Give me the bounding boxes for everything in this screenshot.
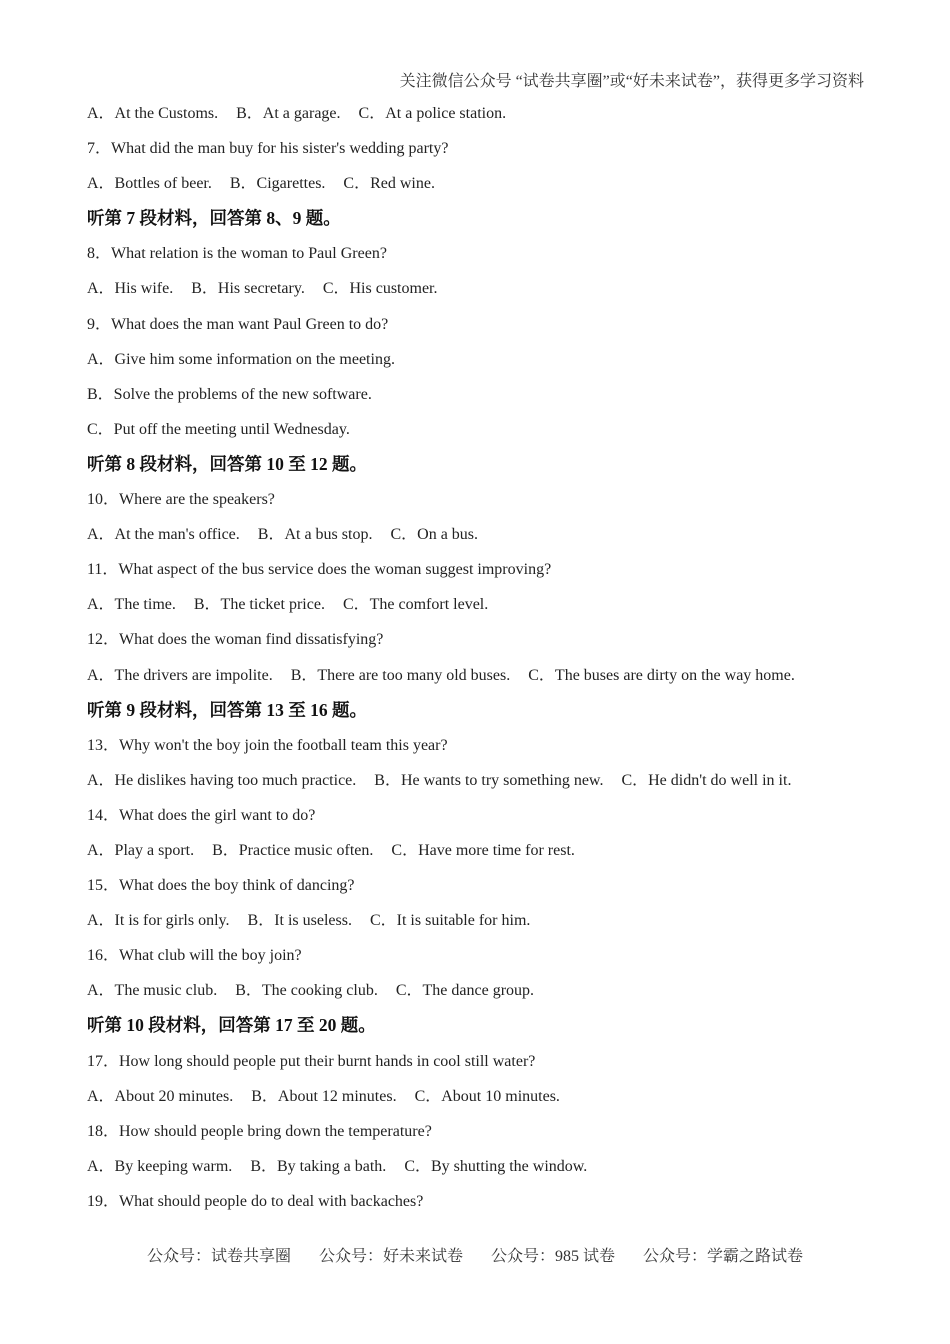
answer-options-row — [87, 658, 877, 693]
question-stem: 15．What does the boy think of dancing? — [87, 877, 355, 895]
answer-option: C．The buses are dirty on the way home. — [528, 666, 795, 684]
answer-option: C．By shutting the window. — [404, 1157, 588, 1175]
answer-option: A．Bottles of beer. — [87, 175, 212, 193]
answer-option: A．The drivers are impolite. — [87, 666, 273, 684]
answer-option: A．His wife. — [87, 280, 174, 298]
answer-option: C．At a police station. — [358, 105, 507, 122]
question-stem: 14．What does the girl want to do? — [87, 806, 316, 824]
answer-option: B．Cigarettes. — [229, 175, 326, 193]
question-stem: 7．What did the man buy for his sister's wedding party? — [87, 140, 449, 158]
answer-option: C．Red wine. — [343, 175, 435, 193]
question-stem: 11．What aspect of the bus service does the woman suggest improving? — [87, 561, 552, 579]
section-heading: 听第 7 段材料，回答第 8、9 题。 — [87, 208, 341, 229]
answer-option: A．About 20 minutes. — [87, 1087, 234, 1105]
answer-option-line: B．Solve the problems of the new software. — [87, 385, 372, 403]
question-stem: 9．What does the man want Paul Green to do? — [87, 315, 389, 333]
answer-option: A．At the man's office. — [87, 526, 240, 544]
answer-option: A．It is for girls only. — [87, 912, 230, 930]
answer-option: B．There are too many old buses. — [290, 666, 511, 684]
question-stem: 16．What club will the boy join? — [87, 947, 302, 965]
answer-option: A．The music club. — [87, 982, 218, 1000]
section-heading: 听第 9 段材料，回答第 13 至 16 题。 — [87, 699, 367, 720]
answer-options-row — [87, 1079, 877, 1114]
answer-options-row — [87, 903, 877, 938]
answer-option: C．It is suitable for him. — [369, 912, 531, 930]
answer-option: A．By keeping warm. — [87, 1157, 233, 1175]
footer-account-1: 公众号：试卷共享圈 — [146, 1248, 291, 1265]
answer-option: C．He didn't do well in it. — [621, 771, 792, 789]
answer-option-line: C．Put off the meeting until Wednesday. — [87, 420, 350, 438]
answer-option: C．On a bus. — [390, 526, 479, 544]
answer-option: B．Practice music often. — [212, 841, 374, 859]
question-stem: 8．What relation is the woman to Paul Green? — [87, 245, 387, 263]
answer-option: B．His secretary. — [191, 280, 305, 298]
question-stem: 13．Why won't the boy join the football team this year? — [87, 736, 448, 754]
answer-options-row — [87, 763, 877, 798]
answer-options-row — [87, 1149, 877, 1184]
answer-option: B．At a bus stop. — [257, 526, 373, 544]
section-heading: 听第 10 段材料，回答第 17 至 20 题。 — [87, 1015, 376, 1036]
answer-option: C．His customer. — [322, 280, 438, 298]
answer-option: B．He wants to try something new. — [374, 771, 604, 789]
answer-option: C．Have more time for rest. — [391, 841, 575, 859]
answer-option: B．It is useless. — [247, 912, 352, 930]
footer — [0, 1243, 950, 1266]
answer-options-row — [87, 973, 877, 1008]
answer-option: B．The ticket price. — [193, 596, 325, 614]
answer-option-line: A．Give him some information on the meeting. — [87, 350, 395, 368]
question-stem: 17．How long should people put their burnt hands in cool still water? — [87, 1052, 536, 1070]
question-stem: 12．What does the woman find dissatisfying? — [87, 631, 384, 649]
answer-option: B．The cooking club. — [235, 982, 378, 1000]
answer-options-row — [87, 166, 877, 201]
answer-options-row — [87, 587, 877, 622]
question-stem: 19．What should people do to deal with backaches? — [87, 1192, 424, 1210]
footer-account-4: 公众号：学霸之路试卷 — [643, 1248, 804, 1265]
answer-option: B．By taking a bath. — [250, 1157, 387, 1175]
answer-option: A．The time. — [87, 596, 176, 614]
answer-option: A．At the Customs. — [87, 105, 219, 122]
answer-option: B．At a garage. — [236, 105, 341, 122]
answer-option: A．He dislikes having too much practice. — [87, 771, 357, 789]
question-stem: 18．How should people bring down the temperature? — [87, 1122, 432, 1140]
answer-option: C．About 10 minutes. — [414, 1087, 560, 1105]
question-stem: 10．Where are the speakers? — [87, 491, 275, 509]
answer-options-row — [87, 833, 877, 868]
answer-option: C．The comfort level. — [342, 596, 489, 614]
section-heading: 听第 8 段材料，回答第 10 至 12 题。 — [87, 453, 367, 474]
footer-account-3: 公众号：985 试卷 — [491, 1248, 616, 1265]
answer-options-row — [87, 271, 877, 306]
answer-option: B．About 12 minutes. — [251, 1087, 397, 1105]
answer-options-row — [87, 96, 877, 131]
header-note: 关注微信公众号 “试卷共享圈”或“好未来试卷”，获得更多学习资料 — [399, 73, 864, 90]
answer-option: C．The dance group. — [395, 982, 535, 1000]
exam-content — [87, 96, 877, 1219]
footer-account-2: 公众号：好未来试卷 — [318, 1248, 463, 1265]
answer-option: A．Play a sport. — [87, 841, 195, 859]
answer-options-row — [87, 517, 877, 552]
